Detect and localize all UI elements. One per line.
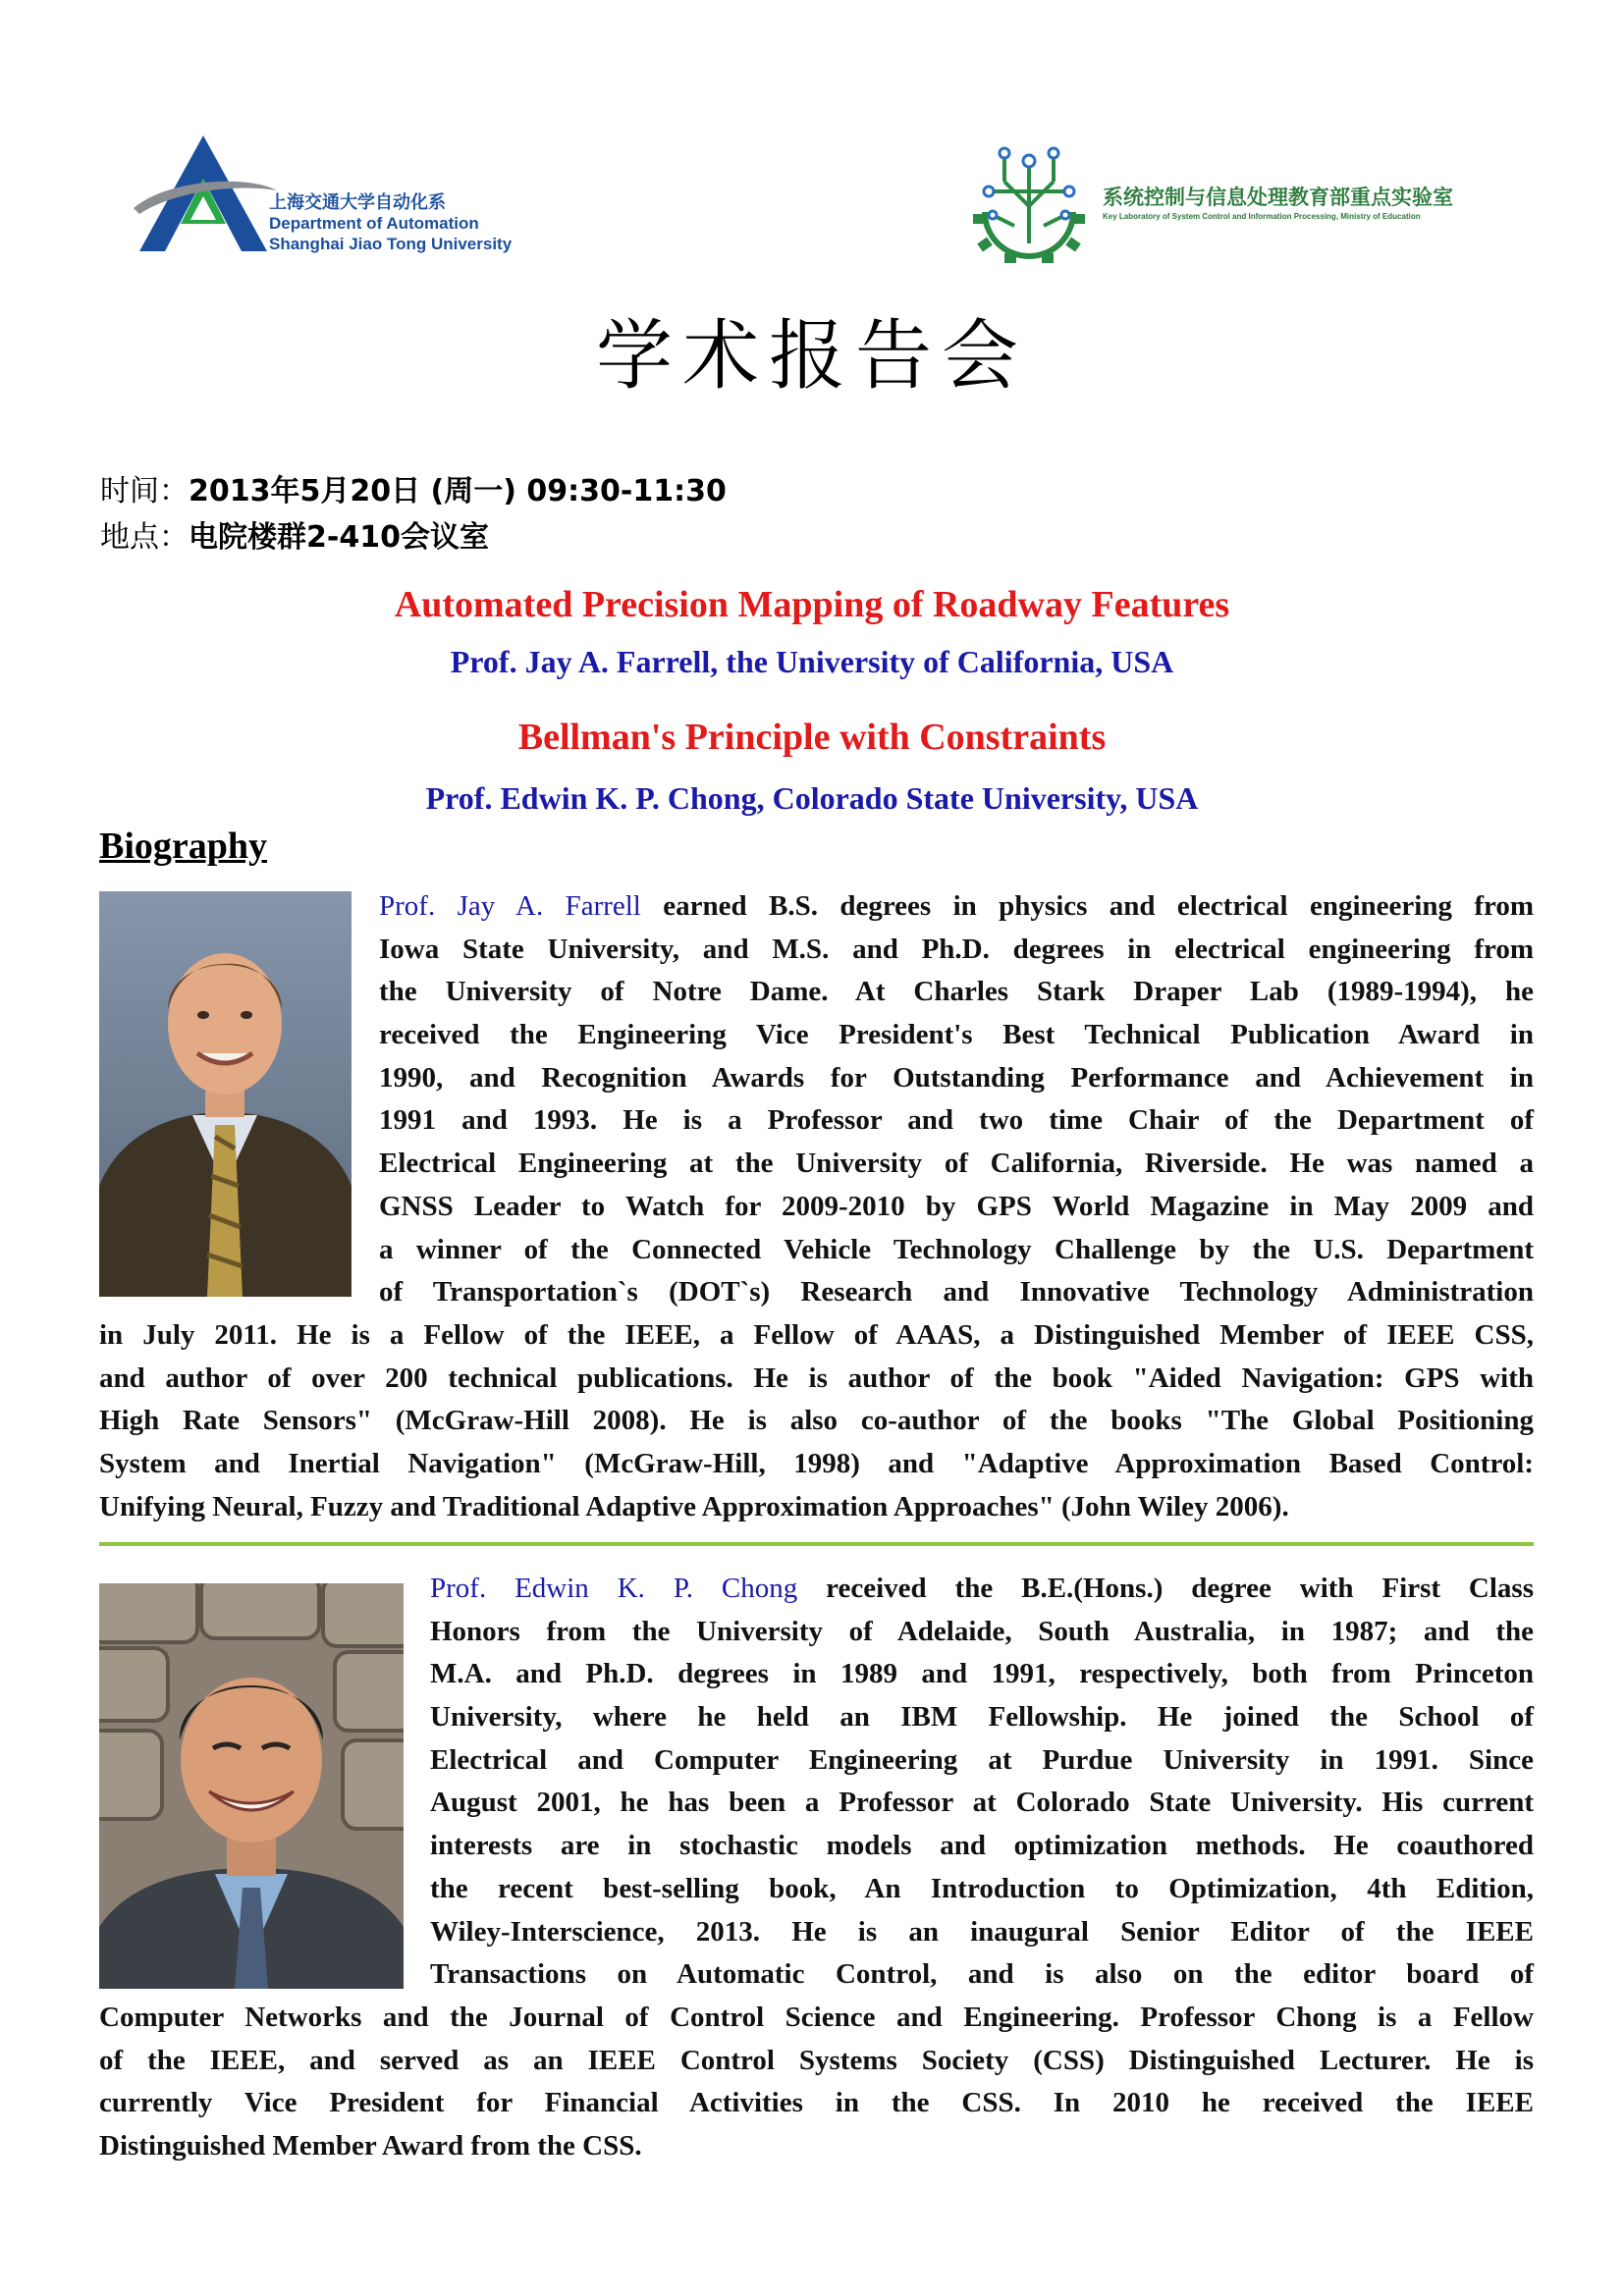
key-lab-logo bbox=[965, 137, 1515, 265]
bio-2-line: of the IEEE, and served as an IEEE Control Systems Society (CSS) Distinguished Lecturer. He is bbox=[99, 2044, 1534, 2076]
bio-2-line: Transactions on Automatic Control, and is also on the editor board of bbox=[430, 1958, 1534, 1991]
bio-2-line: Honors from the University of Adelaide, South Australia, in 1987; and the bbox=[430, 1615, 1534, 1647]
time-label: 时间： bbox=[100, 474, 189, 508]
bio-1-line: Electrical Engineering at the University of California, Riverside. He was named a bbox=[379, 1148, 1534, 1180]
sjtu-automation-logo bbox=[130, 130, 542, 257]
bio-1-line: received the Engineering Vice President's Best Technical Publication Award in bbox=[379, 1019, 1534, 1051]
bio-1-line: 1990, and Recognition Awards for Outstanding Performance and Achievement in bbox=[379, 1061, 1534, 1094]
bio-2-line: August 2001, he has been a Professor at Colorado State University. His current bbox=[430, 1787, 1534, 1819]
biography-heading: Biography bbox=[99, 826, 268, 867]
bio-2-name: Prof. Edwin K. P. Chong bbox=[430, 1573, 798, 1604]
bio-1-line: a winner of the Connected Vehicle Technology Challenge by the U.S. Department bbox=[379, 1233, 1534, 1265]
time-value: 2013年5月20日 (周一) 09:30-11:30 bbox=[189, 474, 727, 508]
bio-1-line: Iowa State University, and M.S. and Ph.D. degrees in electrical engineering from bbox=[379, 933, 1534, 965]
bio-2-full-text bbox=[99, 1997, 1534, 2168]
chong-portrait-photo bbox=[99, 1583, 404, 1989]
place-label: 地点： bbox=[100, 520, 189, 555]
bio-1-line: System and Inertial Navigation" (McGraw-Hill, 1998) and "Adaptive Approximation Based Control: bbox=[99, 1448, 1534, 1480]
bio-2-line-1: Prof. Edwin K. P. Chong received the B.E.(Hons.) degree with First Class bbox=[430, 1573, 1534, 1604]
bio-1-line-1: Prof. Jay A. Farrell earned B.S. degrees in physics and electrical engineering from bbox=[379, 890, 1534, 922]
bio-2-line: the recent best-selling book, An Introduction to Optimization, 4th Edition, bbox=[430, 1872, 1534, 1904]
circuit-gear-icon bbox=[965, 137, 1093, 265]
bio-2-side-text bbox=[430, 1568, 1534, 1997]
logo-right-english-name: Key Laboratory of System Control and Information Processing, Ministry of Education bbox=[1103, 212, 1421, 221]
logo-left-chinese-name: 上海交通大学自动化系 bbox=[269, 192, 446, 212]
bio-2-line: interests are in stochastic models and optimization methods. He coauthored bbox=[430, 1830, 1534, 1862]
talk-1-title: Automated Precision Mapping of Roadway Features bbox=[394, 584, 1230, 625]
logo-right-chinese-name: 系统控制与信息处理教育部重点实验室 bbox=[1103, 187, 1453, 209]
talk-1-speaker: Prof. Jay A. Farrell, the University of California, USA bbox=[450, 644, 1174, 679]
event-time bbox=[100, 466, 727, 509]
talk-2-title: Bellman's Principle with Constraints bbox=[517, 717, 1107, 758]
bio-1-line: and author of over 200 technical publications. He is author of the book "Aided Navigation: GPS with bbox=[99, 1362, 1534, 1394]
place-value: 电院楼群2-410会议室 bbox=[189, 520, 489, 555]
bio-1-line: of Transportation`s (DOT`s) Research and Innovative Technology Administration bbox=[379, 1276, 1534, 1308]
logo-left-university: Shanghai Jiao Tong University bbox=[269, 235, 513, 253]
bio-2-line: Computer Networks and the Journal of Control Science and Engineering. Professor Chong is a Fellow bbox=[99, 2002, 1534, 2033]
talk-2-speaker: Prof. Edwin K. P. Chong, Colorado State University, USA bbox=[425, 780, 1199, 816]
bio-1-line: the University of Notre Dame. At Charles Stark Draper Lab (1989-1994), he bbox=[379, 976, 1534, 1008]
bio-1-line: GNSS Leader to Watch for 2009-2010 by GPS World Magazine in May 2009 and bbox=[379, 1190, 1534, 1222]
bio-1-line: 1991 and 1993. He is a Professor and two time Chair of the Department of bbox=[379, 1104, 1534, 1137]
bio-1-side-text bbox=[379, 885, 1534, 1314]
logo-left-department: Department of Automation bbox=[269, 214, 479, 233]
bio-2-line: currently Vice President for Financial Activities in the CSS. In 2010 he received the IEEE bbox=[99, 2087, 1534, 2119]
bio-1-line: High Rate Sensors" (McGraw-Hill 2008). He is also co-author of the books "The Global Positioning bbox=[99, 1405, 1534, 1437]
event-place bbox=[100, 512, 489, 556]
bio-1-name: Prof. Jay A. Farrell bbox=[379, 890, 641, 922]
section-divider bbox=[99, 1542, 1534, 1546]
bio-2-line: Wiley-Interscience, 2013. He is an inaugural Senior Editor of the IEEE bbox=[430, 1915, 1534, 1948]
bio-1-line: in July 2011. He is a Fellow of the IEEE, a Fellow of AAAS, a Distinguished Member of IEEE CSS, bbox=[99, 1319, 1534, 1351]
bio-1-full-text bbox=[99, 1314, 1534, 1528]
bio-2-line: Electrical and Computer Engineering at Purdue University in 1991. Since bbox=[430, 1743, 1534, 1776]
page-headline: 学术报告会 bbox=[595, 312, 1028, 400]
bio-2-line: M.A. and Ph.D. degrees in 1989 and 1991, respectively, both from Princeton bbox=[430, 1658, 1534, 1690]
bio-2-line: Distinguished Member Award from the CSS. bbox=[99, 2130, 642, 2163]
bio-2-line: University, where he held an IBM Fellowship. He joined the School of bbox=[430, 1701, 1534, 1734]
bio-1-line: Unifying Neural, Fuzzy and Traditional Adaptive Approximation Approaches" (John Wiley 2006). bbox=[99, 1490, 1289, 1522]
farrell-portrait-photo bbox=[99, 891, 352, 1297]
sjtu-triangle-logo-icon bbox=[130, 130, 277, 257]
